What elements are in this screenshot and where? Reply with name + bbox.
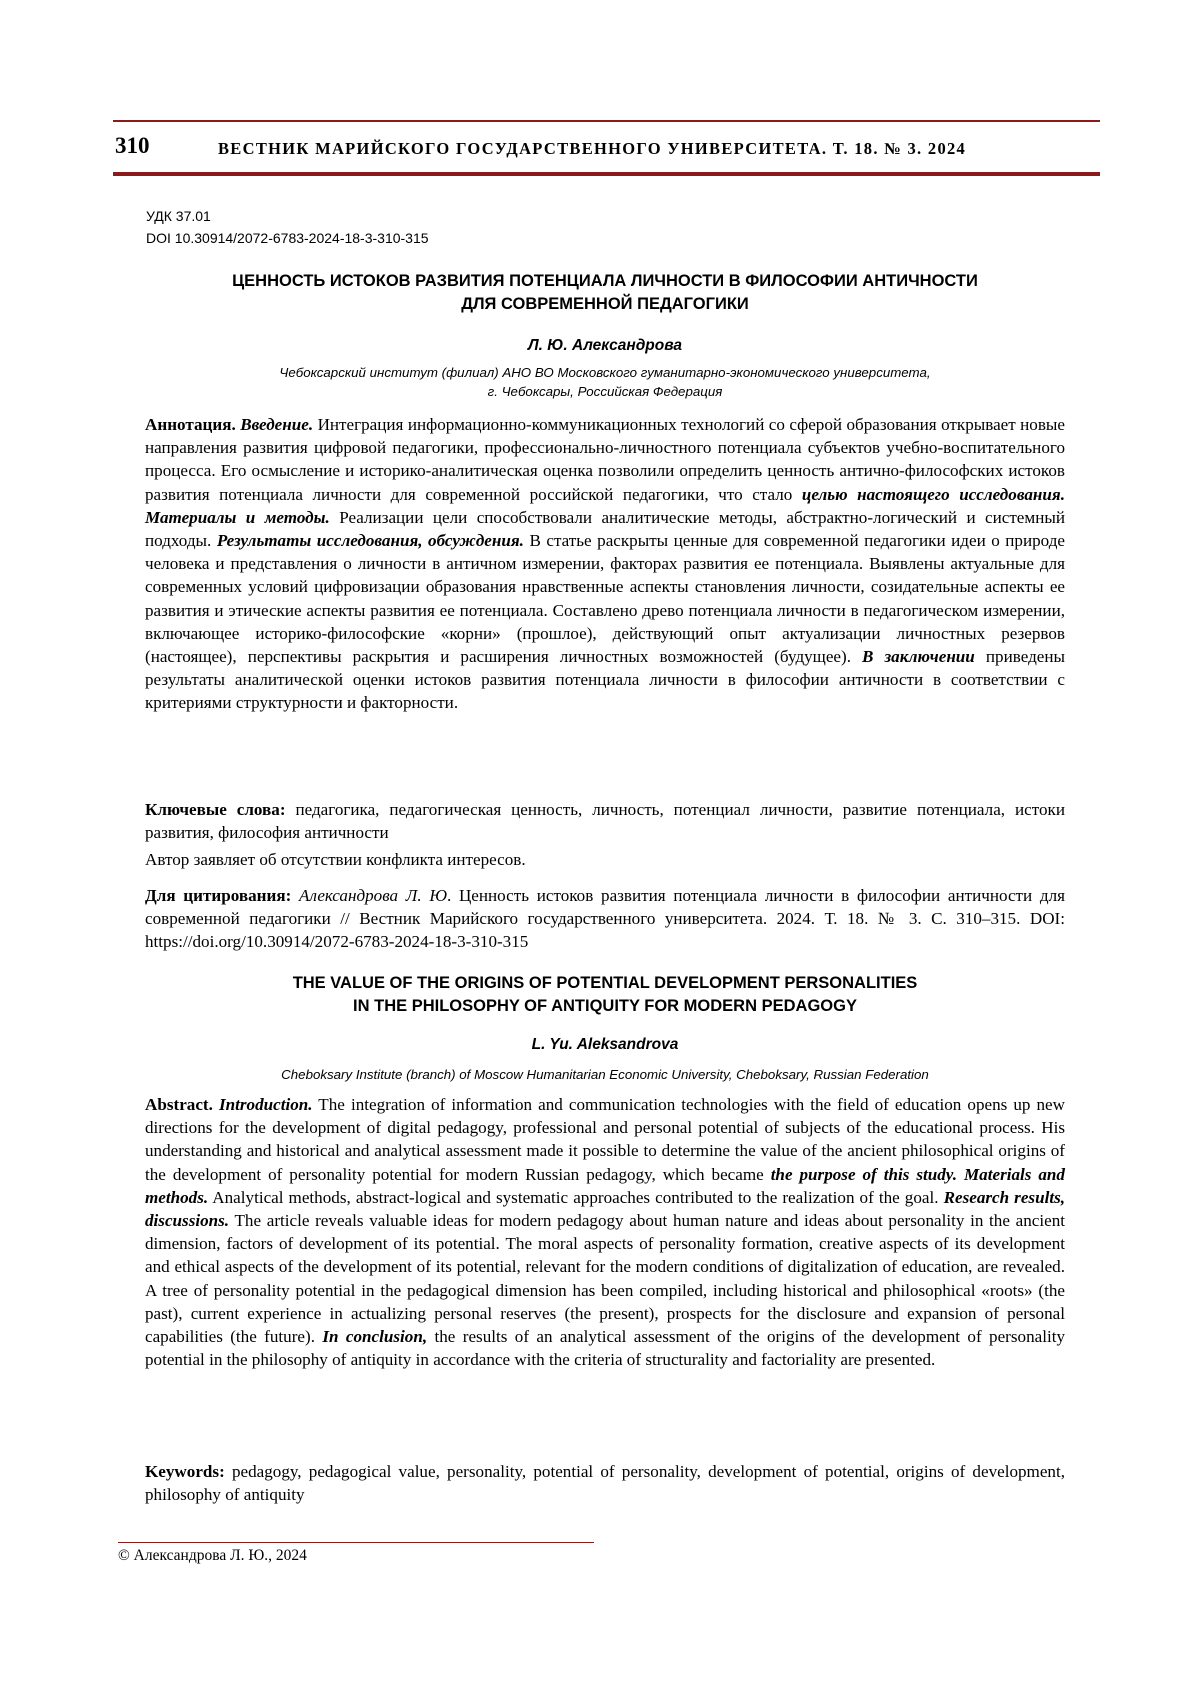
- article-title-en: [146, 972, 1064, 1018]
- keywords-en: [145, 1460, 1065, 1506]
- abstract-ru: [145, 413, 1065, 715]
- copyright-notice: © Александрова Л. Ю., 2024: [118, 1547, 307, 1564]
- abstract-en-text: the results of an analytical assessment of the origins of the development of personality potential in the philosophy of antiquity in accordance with the criteria of structurality and factoriality are presented.: [145, 1327, 1065, 1370]
- page-number: 310: [115, 133, 150, 158]
- keywords-en-label: Keywords:: [145, 1462, 225, 1481]
- abstract-ru-text: приведены результаты аналитической оценки истоков развития потенциала личности в философии античности в соответствии с критериями структурности и факторности.: [145, 647, 1065, 713]
- affiliation-ru-line: г. Чебоксары, Российская Федерация: [487, 384, 723, 399]
- conclusion-en-label: In conclusion,: [322, 1327, 428, 1347]
- keywords-ru-label: Ключевые слова:: [145, 800, 286, 819]
- header-rule-bottom: [113, 172, 1100, 176]
- footnote-rule: [118, 1542, 594, 1543]
- citation-text: . Ценность истоков развития потенциала личности в философии античности для современной педагогики // Вестник Марийского государственного университета. 2024. Т. 18. № 3. С. 310–315. DOI: https://doi.org/10.30914/2072-6783-2024-18-3-310-315: [145, 886, 1065, 952]
- author-ru: Л. Ю. Александрова: [527, 337, 683, 354]
- intro-en-label: Introduction.: [218, 1095, 313, 1114]
- abstract-ru-label: Аннотация.: [145, 415, 236, 434]
- conflict-of-interest: Автор заявляет об отсутствии конфликта интересов.: [145, 850, 526, 869]
- abstract-ru-text: В статье раскрыты ценные для современной педагогики идеи о природе человека и представления о личности в античном измерении, факторах развития ее потенциала. Выявлены актуальные для современных условий цифровизации образования нравственные аспекты становления личности, созидательные аспекты ее развития и этические аспекты развития ее потенциала. Составлено древо потенциала личности в педагогическом измерении, включающее историко-философские «корни» (прошлое), действующий опыт актуализации личностных резервов (настоящее), перспективы раскрытия и расширения личностных возможностей (будущее).: [145, 531, 1066, 667]
- doi-code: DOI 10.30914/2072-6783-2024-18-3-310-315: [146, 230, 429, 246]
- citation: [145, 884, 1065, 954]
- abstract-en: [145, 1093, 1065, 1371]
- methods-ru-label: Материалы и методы.: [145, 507, 330, 527]
- article-title-ru: [146, 270, 1064, 316]
- purpose-ru-label: целью настоящего исследования.: [801, 484, 1065, 504]
- citation-label: Для цитирования:: [145, 886, 292, 905]
- abstract-en-text: Analytical methods, abstract-logical and systematic approaches contributed to the realization of the goal.: [208, 1187, 944, 1207]
- results-ru-label: Результаты исследования, обсуждения.: [216, 531, 524, 551]
- conclusion-ru-label: В заключении: [862, 647, 975, 667]
- abstract-en-label: Abstract.: [145, 1095, 213, 1114]
- title-en-line: THE VALUE OF THE ORIGINS OF POTENTIAL DEVELOPMENT PERSONALITIES: [292, 974, 918, 992]
- title-ru-line: ЦЕННОСТЬ ИСТОКОВ РАЗВИТИЯ ПОТЕНЦИАЛА ЛИЧНОСТИ В ФИЛОСОФИИ АНТИЧНОСТИ: [232, 272, 978, 290]
- keywords-ru-text: педагогика, педагогическая ценность, личность, потенциал личности, развитие потенциала, истоки развития, философия античности: [145, 800, 1065, 843]
- keywords-ru: [145, 798, 1065, 844]
- abstract-ru-text: Интеграция информационно-коммуникационных технологий со сферой образования открывает новые направления развития цифровой педагогики, профессионально-личностного потенциала субъектов учебно-воспитательного процесса. Его осмысление и историко-аналитическая оценка позволили определить ценность античнo-философских истоков развития потенциала личности для современной российской педагогики, что стало: [145, 415, 1065, 504]
- purpose-en-label: the purpose of this study.: [770, 1164, 958, 1184]
- abstract-en-text: The article reveals valuable ideas for modern pedagogy about human nature and ideas about personality in the ancient dimension, factors of development of its potential. The moral aspects of personality formation, creative aspects of its development and ethical aspects of the development of its potential, relevant for the modern conditions of digitalization of education, are revealed. A tree of personality potential in the pedagogical dimension has been compiled, including historical and philosophical «roots» (the past), current experience in actualizing personal reserves (the present), prospects for the disclosure and expansion of personal capabilities (the future).: [145, 1211, 1065, 1347]
- citation-author: Александрова Л. Ю: [291, 886, 447, 905]
- abstract-en-text: The integration of information and communication technologies with the field of education opens up new directions for the development of digital pedagogy, professional and personal potential of subjects of the educational process. His understanding and historical and analytical assessment made it possible to determine the value of the ancient philosophical origins of the development of personality potential for modern Russian pedagogy, which became: [145, 1095, 1065, 1184]
- affiliation-ru: [146, 363, 1064, 401]
- methods-en-label: Materials and methods.: [145, 1164, 1065, 1207]
- title-en-line: IN THE PHILOSOPHY OF ANTIQUITY FOR MODERN PEDAGOGY: [353, 997, 857, 1015]
- title-ru-line: ДЛЯ СОВРЕМЕННОЙ ПЕДАГОГИКИ: [461, 295, 749, 313]
- results-en-label: Research results, discussions.: [145, 1187, 1066, 1231]
- udk-code: УДК 37.01: [146, 208, 211, 224]
- intro-ru-label: Введение.: [240, 415, 314, 434]
- abstract-ru-text: Реализации цели способствовали аналитические методы, абстрактно-логический и системный подходы.: [145, 507, 1065, 551]
- affiliation-ru-line: Чебоксарский институт (филиал) АНО ВО Московского гуманитарно-экономического университета,: [279, 365, 931, 380]
- author-en: L. Yu. Aleksandrova: [531, 1036, 679, 1053]
- keywords-en-text: pedagogy, pedagogical value, personality, potential of personality, development of potential, origins of development, philosophy of antiquity: [145, 1462, 1065, 1505]
- affiliation-en: Cheboksary Institute (branch) of Moscow Humanitarian Economic University, Cheboksary, Russian Federation: [281, 1067, 929, 1082]
- header-rule-top: [113, 120, 1100, 122]
- journal-title: ВЕСТНИК МАРИЙСКОГО ГОСУДАРСТВЕННОГО УНИВЕРСИТЕТА. Т. 18. № 3. 2024: [218, 139, 967, 158]
